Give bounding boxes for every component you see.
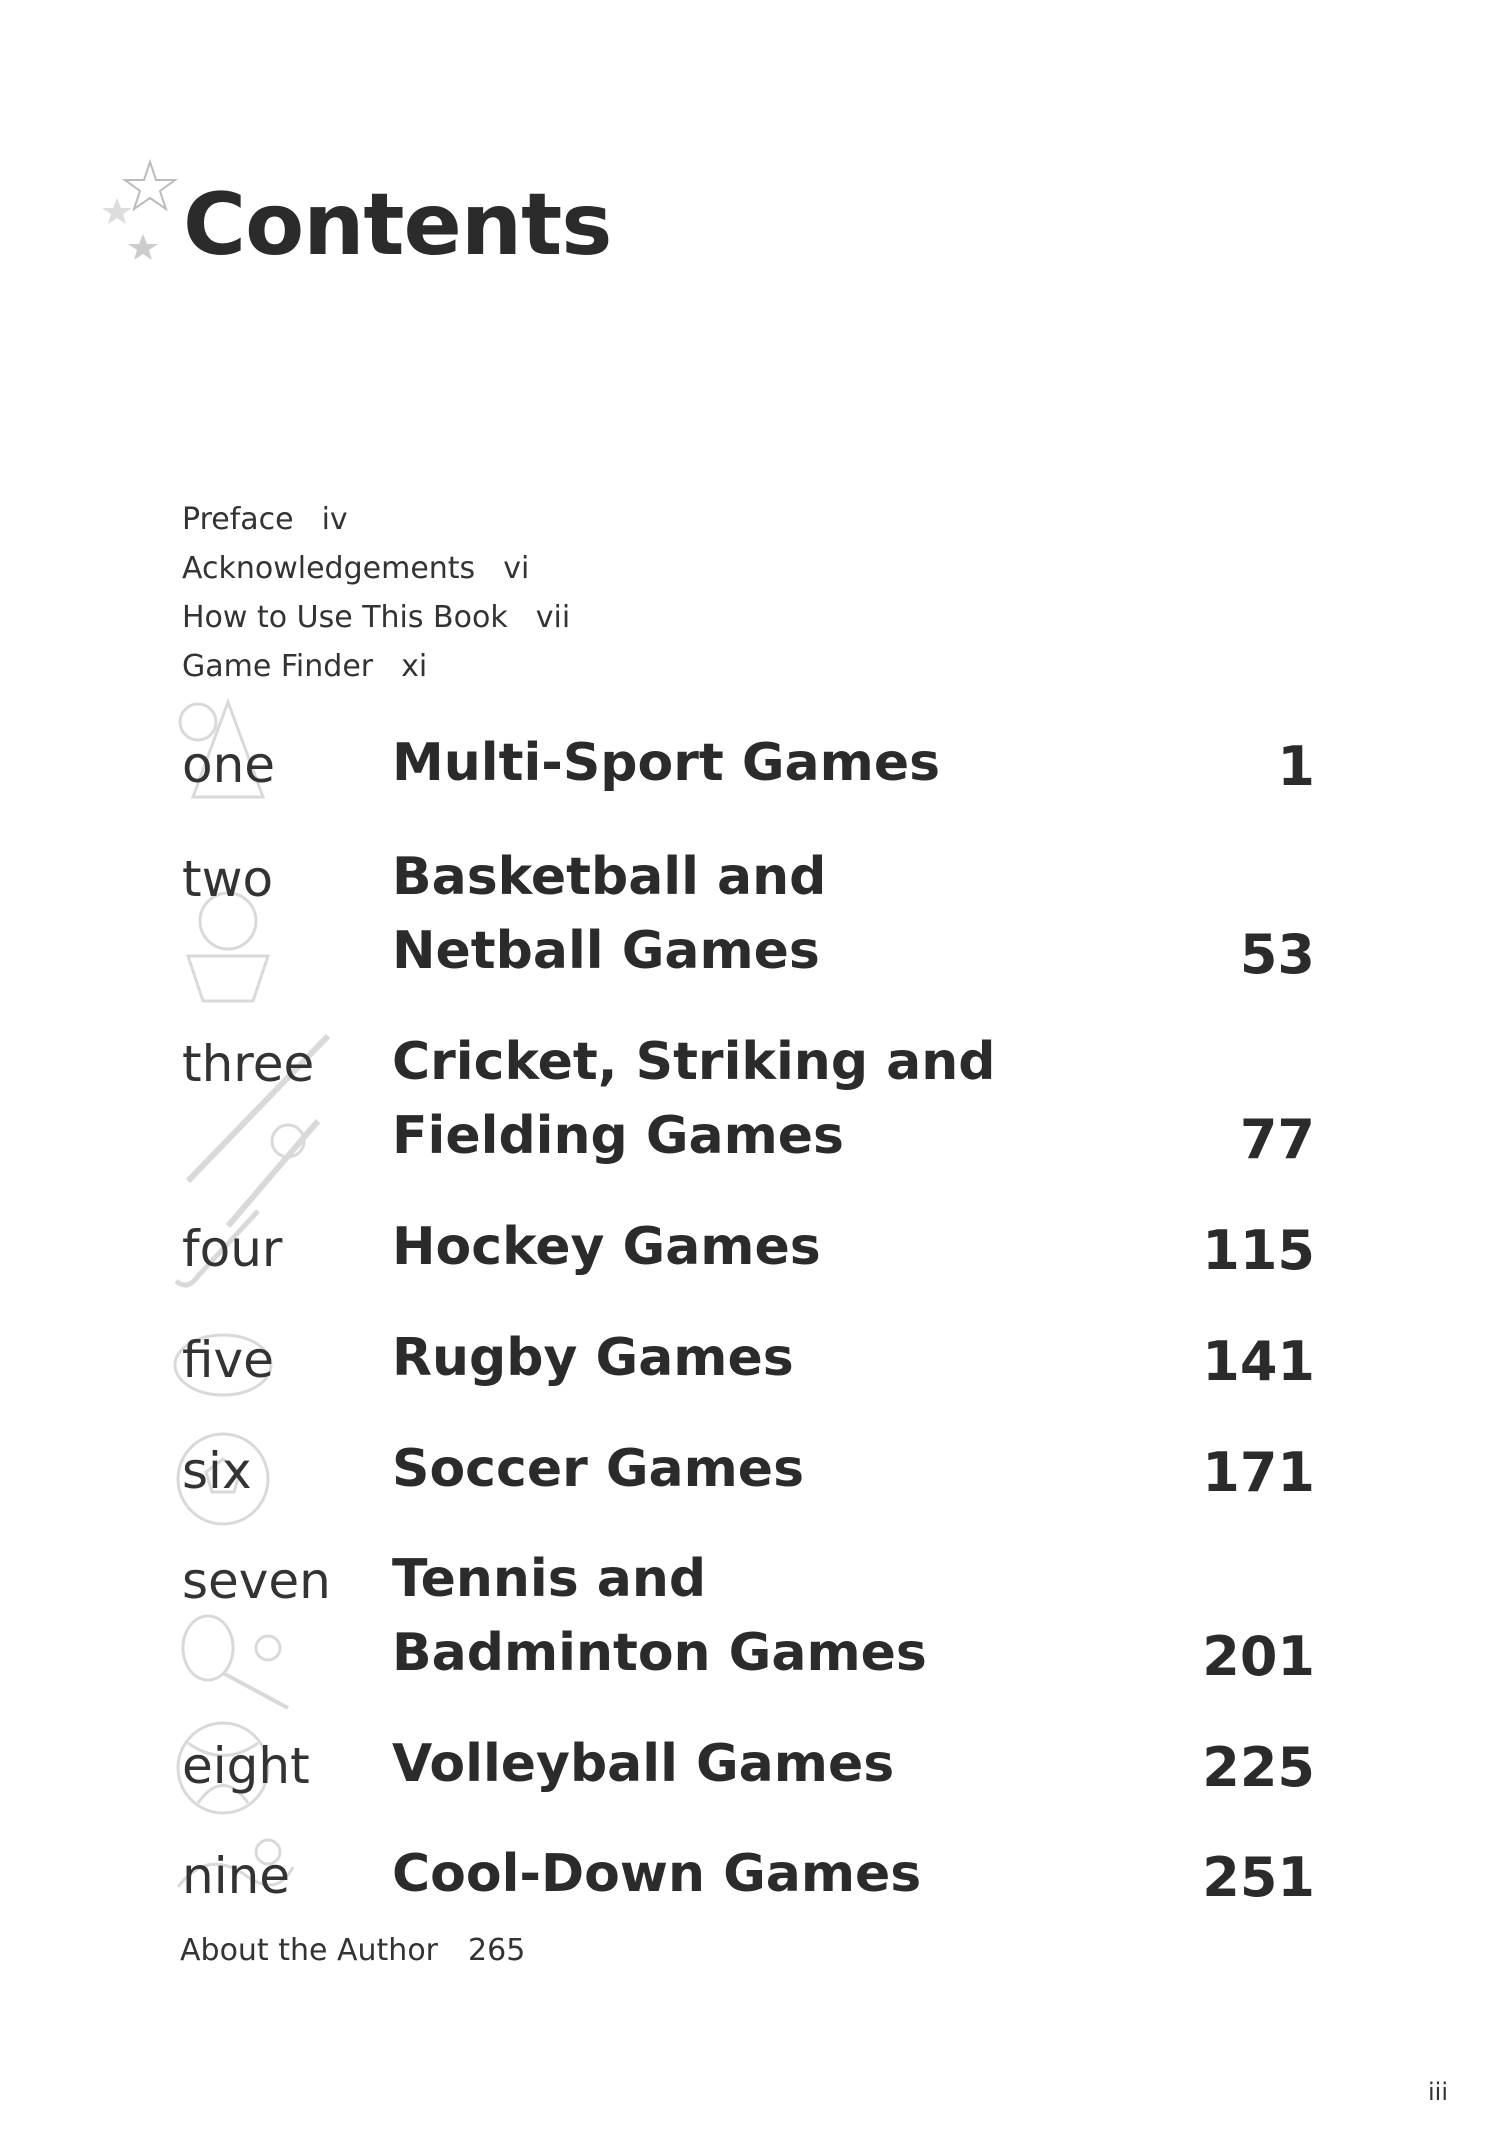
chapter-number: two <box>182 850 274 908</box>
toc-entry-about-author[interactable] <box>180 1933 525 1968</box>
entry-label: Preface <box>182 502 294 537</box>
chapter-number: one <box>182 736 276 794</box>
chapter-title: Cricket, Striking and Fielding Games <box>392 1032 996 1166</box>
chapter-title: Rugby Games <box>392 1328 794 1388</box>
chapter-number: five <box>182 1331 274 1389</box>
entry-label: How to Use This Book <box>182 600 508 635</box>
chapter-number: six <box>182 1442 252 1500</box>
chapter-page: 53 <box>1239 923 1315 986</box>
entry-page: vii <box>535 600 571 635</box>
chapter-title: Basketball and Netball Games <box>392 847 827 981</box>
chapter-page: 201 <box>1202 1625 1315 1688</box>
chapter-number: seven <box>182 1552 331 1610</box>
chapter-page: 171 <box>1202 1441 1315 1504</box>
chapter-page: 141 <box>1202 1330 1315 1393</box>
racket-shuttlecock-icon <box>168 1608 308 1718</box>
chapter-title: Tennis and Badminton Games <box>392 1549 927 1683</box>
chapter-number: nine <box>182 1847 291 1905</box>
chapter-title: Volleyball Games <box>392 1734 895 1794</box>
chapter-title: Soccer Games <box>392 1439 805 1499</box>
chapter-title: Hockey Games <box>392 1217 821 1277</box>
chapter-page: 225 <box>1202 1736 1315 1799</box>
chapter-page: 77 <box>1239 1108 1315 1171</box>
entry-page: vi <box>503 551 530 586</box>
chapter-page: 251 <box>1202 1846 1315 1909</box>
entry-page: 265 <box>468 1933 526 1968</box>
chapter-page: 115 <box>1202 1219 1315 1282</box>
entry-label: About the Author <box>180 1933 439 1968</box>
chapter-number: four <box>182 1220 283 1278</box>
chapter-page: 1 <box>1277 735 1315 798</box>
chapter-number: three <box>182 1035 315 1093</box>
entry-label: Game Finder <box>182 649 374 684</box>
entry-page: xi <box>401 649 428 684</box>
entry-page: iv <box>321 502 348 537</box>
chapter-number: eight <box>182 1737 310 1795</box>
chapter-title: Cool-Down Games <box>392 1844 922 1904</box>
entry-label: Acknowledgements <box>182 551 476 586</box>
page-title: Contents <box>183 175 612 275</box>
chapter-title: Multi-Sport Games <box>392 733 941 793</box>
page-number: iii <box>1427 2078 1448 2106</box>
